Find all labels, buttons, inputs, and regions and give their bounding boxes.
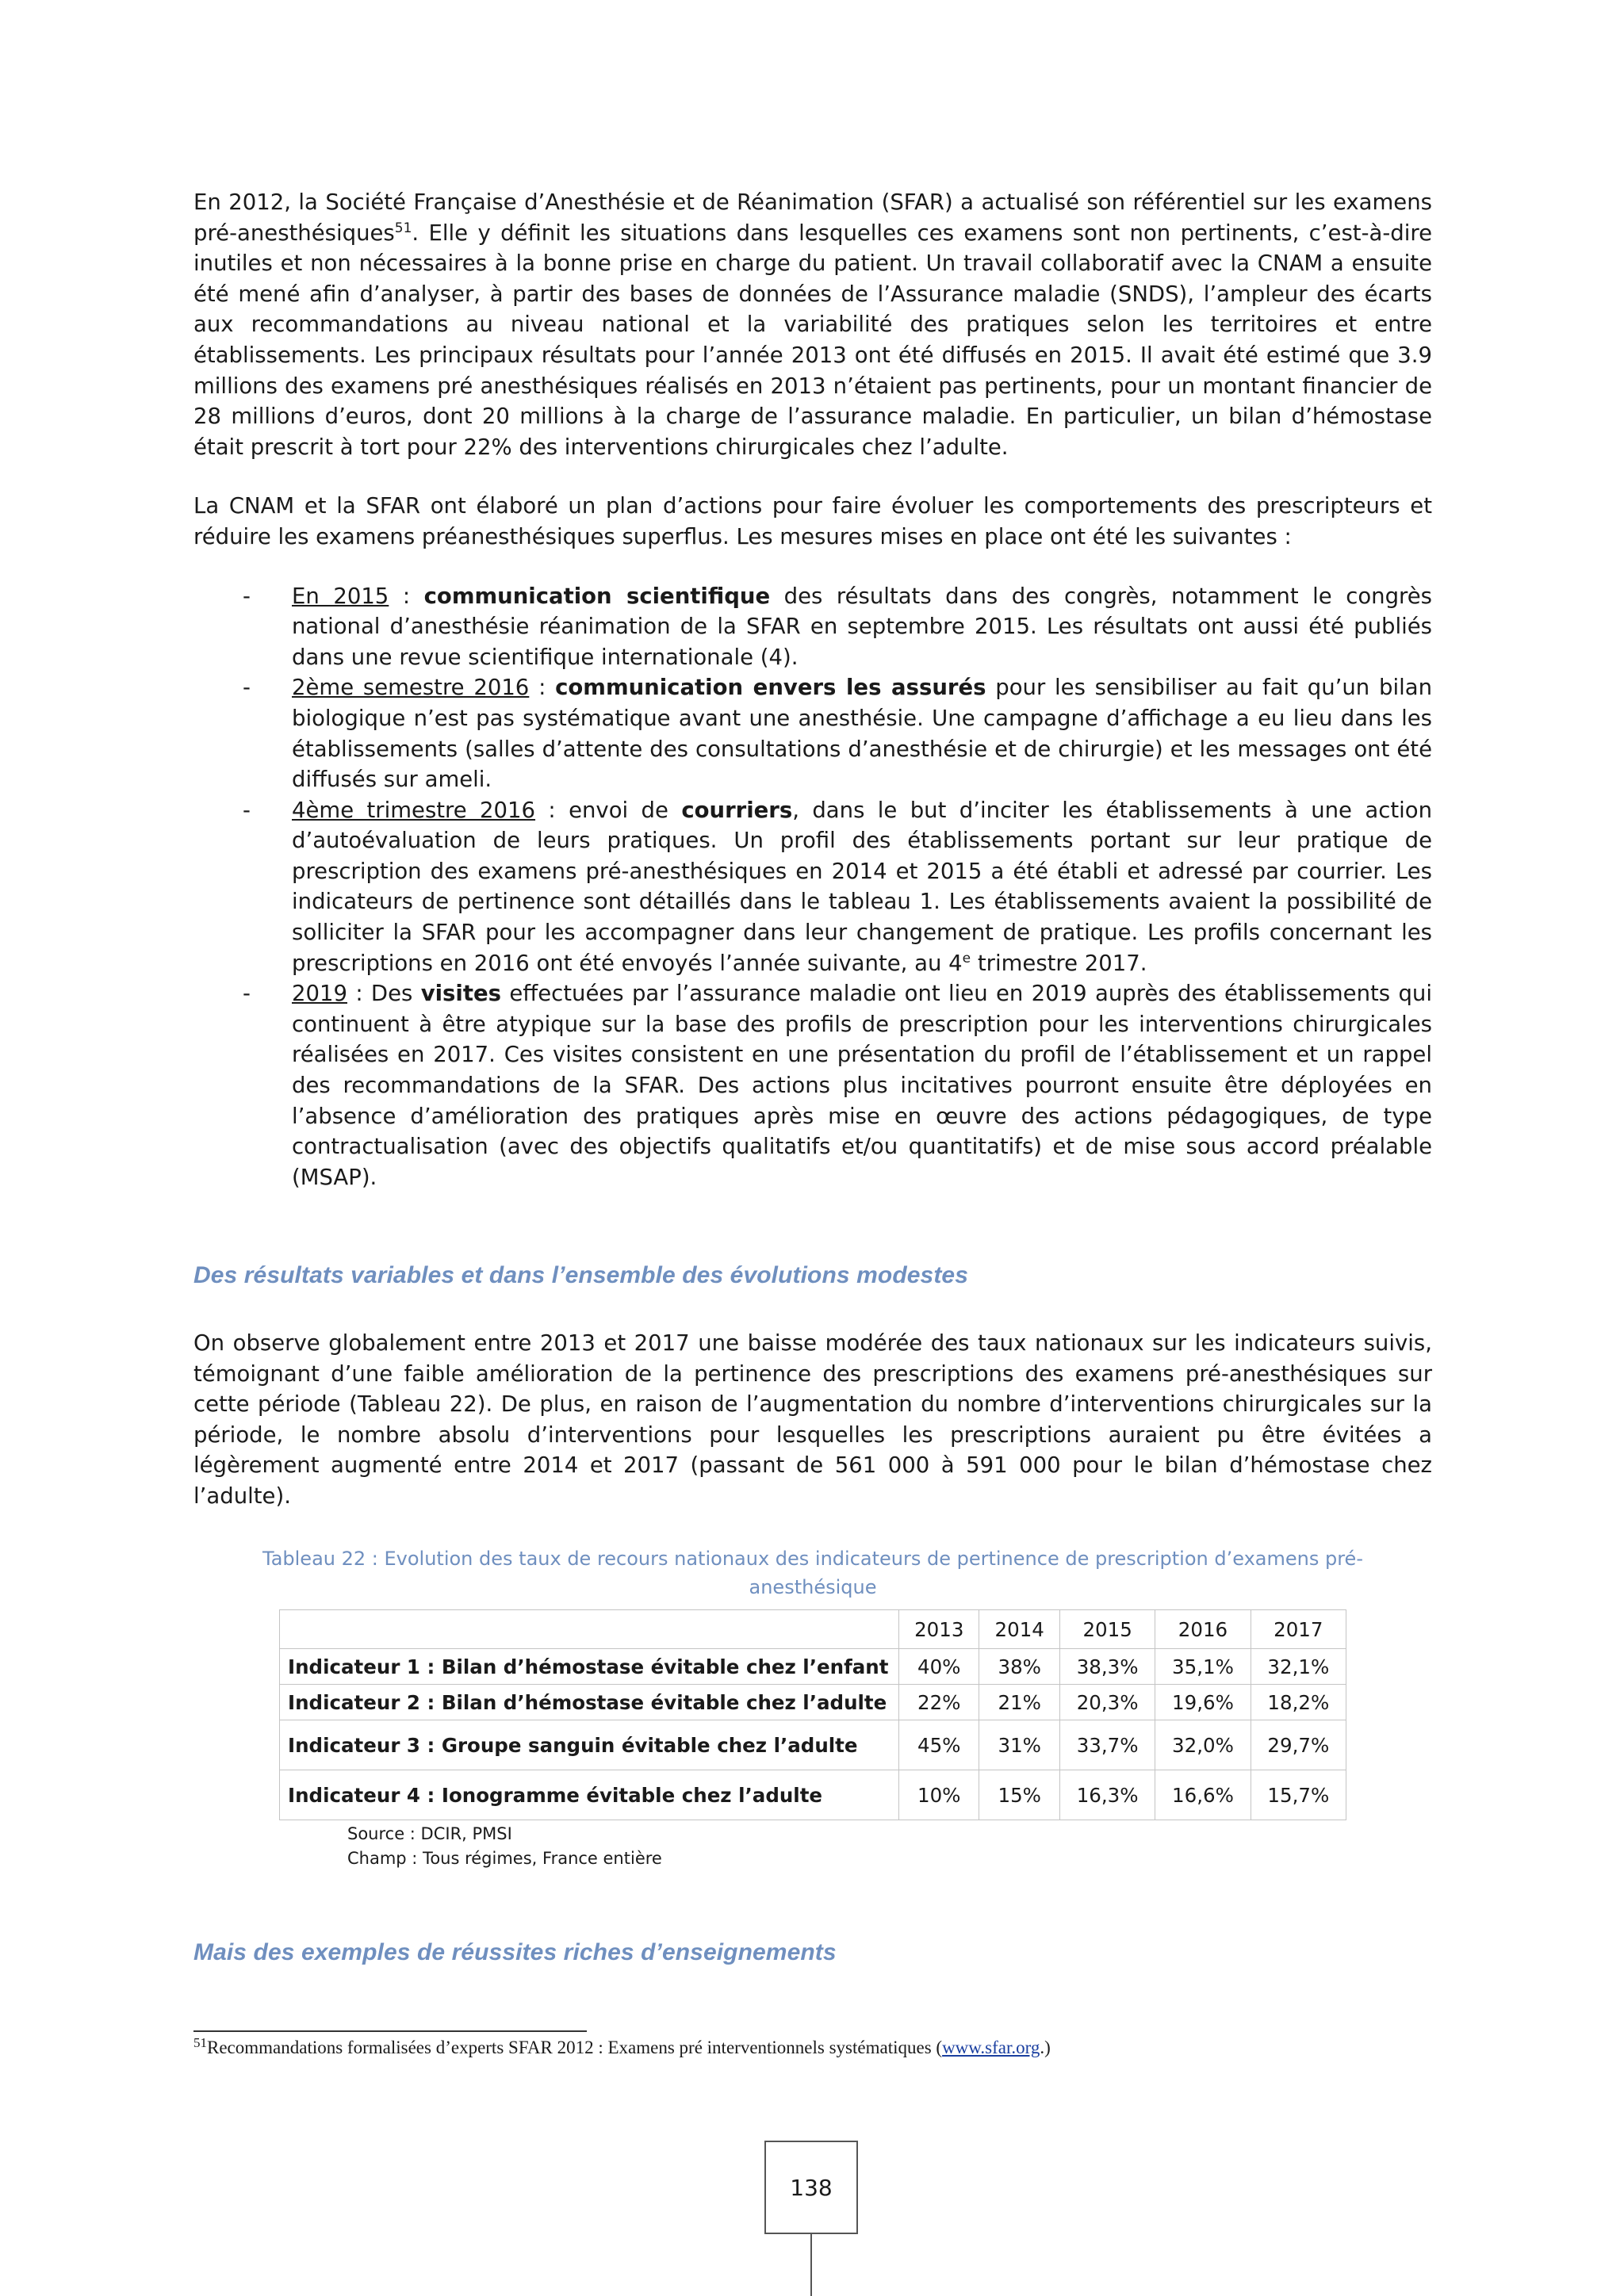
action-date: 2019 <box>292 981 347 1007</box>
page-number-stem <box>810 2234 812 2296</box>
table-cell: 45% <box>899 1720 979 1770</box>
paragraph-action-plan: La CNAM et la SFAR ont élaboré un plan d’actions pour faire évoluer les comportements des prescripteurs et réduire les examens préanesthésiques superflus. Les mesures mises en place ont été les suivantes : <box>193 493 1432 549</box>
dash-bullet: - <box>243 675 251 701</box>
table-cell: 16,6% <box>1155 1770 1251 1820</box>
table-cell: 40% <box>899 1649 979 1685</box>
action-date: 2ème semestre 2016 <box>292 675 530 701</box>
dash-bullet: - <box>243 981 251 1007</box>
section-heading-results: Des résultats variables et dans l’ensemble des évolutions modestes <box>193 1262 968 1288</box>
table-row <box>280 1685 1346 1720</box>
table-cell: 38% <box>979 1649 1059 1685</box>
year-header: 2015 <box>1059 1610 1155 1649</box>
list-item-2019: - 2019 : Des visites effectuées par l’assurance maladie ont lieu en 2019 auprès des établissements qui continuent à être atypique sur la base des profils de prescription pour les interventions chirurgicales réalisées en 2017. Ces visites consistent en une présentation du profil de l’établissement et un rappel des recommandations de la SFAR. Des actions plus incitatives pourront ensuite être déployées en l’absence d’amélioration des pratiques après mise en œuvre des actions pédagogiques, de type contractualisation (avec des objectifs qualitatifs et/ou quantitatifs) et de mise sous accord préalable (MSAP). <box>193 978 1432 1192</box>
table-cell: 19,6% <box>1155 1685 1251 1720</box>
year-header: 2013 <box>899 1610 979 1649</box>
sfar-link[interactable]: www.sfar.org <box>942 2038 1040 2057</box>
header-empty-cell <box>280 1610 899 1649</box>
action-title: courriers <box>681 797 793 823</box>
footnote-number: 51 <box>193 2035 207 2050</box>
table-cell: 29,7% <box>1251 1720 1346 1770</box>
table-cell: 18,2% <box>1251 1685 1346 1720</box>
table-cell: 33,7% <box>1059 1720 1155 1770</box>
table-cell: 22% <box>899 1685 979 1720</box>
table-cell: 21% <box>979 1685 1059 1720</box>
year-header: 2017 <box>1251 1610 1346 1649</box>
footnote: $^{51}$Recommandations formalisées d’experts SFAR 2012 : Examens pré interventionnels systématiques (www.sfar.org.) <box>193 2035 1051 2057</box>
year-header: 2014 <box>979 1610 1059 1649</box>
list-item-s2-2016: - 2ème semestre 2016 : communication envers les assurés pour les sensibiliser au fait qu’un bilan biologique n’est pas systématique avant une anesthésie. Une campagne d’affichage a eu lieu dans les établissements (salles d’attente des consultations d’anesthésie et de chirurgie) et les messages ont été diffusés sur ameli. <box>193 672 1432 794</box>
indicators-table <box>279 1609 1346 1820</box>
dash-bullet: - <box>243 583 251 609</box>
list-item-2015: - En 2015 : communication scientifique des résultats dans des congrès, notamment le congrès national d’anesthésie réanimation de la SFAR en septembre 2015. Les résultats ont aussi été publiés dans une revue scientifique internationale (4). <box>193 581 1432 673</box>
year-header: 2016 <box>1155 1610 1251 1649</box>
table-row <box>280 1649 1346 1685</box>
table-cell: 35,1% <box>1155 1649 1251 1685</box>
table-cell: 32,0% <box>1155 1720 1251 1770</box>
page-number: 138 <box>764 2141 858 2234</box>
action-title: communication scientifique <box>423 583 771 609</box>
table-row <box>280 1770 1346 1820</box>
table-row <box>280 1720 1346 1770</box>
table-cell: 15,7% <box>1251 1770 1346 1820</box>
footnote-ref[interactable]: 51 <box>394 220 412 236</box>
table-cell: 10% <box>899 1770 979 1820</box>
dash-bullet: - <box>243 797 251 823</box>
table-scope: Champ : Tous régimes, France entière <box>347 1849 662 1868</box>
action-title: visites <box>420 981 501 1007</box>
paragraph-results: On observe globalement entre 2013 et 2017 une baisse modérée des taux nationaux sur les indicateurs suivis, témoignant d’une faible amélioration de la pertinence des prescriptions des examens pré-anesthésiques sur cette période (Tableau 22). De plus, en raison de l’augmentation du nombre d’interventions chirurgicales sur la période, le nombre absolu d’interventions pour lesquelles les prescriptions auraient pu être évitées a légèrement augmenté entre 2014 et 2017 (passant de 561 000 à 591 000 pour le bilan d’hémostase chez l’adulte). <box>193 1330 1432 1509</box>
table-cell: 38,3% <box>1059 1649 1155 1685</box>
table-cell: 16,3% <box>1059 1770 1155 1820</box>
table-header-row <box>280 1610 1346 1649</box>
main-content <box>193 187 1432 1192</box>
indicator-label: Indicateur 2 : Bilan d’hémostase évitable chez l’adulte <box>280 1685 899 1720</box>
action-list <box>193 581 1432 1193</box>
action-date: 4ème trimestre 2016 <box>292 797 536 823</box>
indicator-label: Indicateur 3 : Groupe sanguin évitable chez l’adulte <box>280 1720 899 1770</box>
table-cell: 20,3% <box>1059 1685 1155 1720</box>
table-caption: Tableau 22 : Evolution des taux de recours nationaux des indicateurs de pertinence de prescription d’examens pré-anesthésique <box>262 1548 1363 1598</box>
indicator-label: Indicateur 4 : Ionogramme évitable chez l’adulte <box>280 1770 899 1820</box>
table-cell: 32,1% <box>1251 1649 1346 1685</box>
table-cell: 15% <box>979 1770 1059 1820</box>
action-title: communication envers les assurés <box>555 675 986 701</box>
table-source: Source : DCIR, PMSI <box>347 1824 512 1843</box>
paragraph-sfar-referential: En 2012, la Société Française d’Anesthésie et de Réanimation (SFAR) a actualisé son référentiel sur les examens pré-anesthésiques$^{51}$. Elle y définit les situations dans lesquelles ces examens sont non pertinents, c’est-à-dire inutiles et non nécessaires à la bonne prise en charge du patient. Un travail collaboratif avec la CNAM a ensuite été mené afin d’analyser, à partir des bases de données de l’Assurance maladie (SNDS), l’ampleur des écarts aux recommandations au niveau national et la variabilité des pratiques selon les territoires et entre établissements. Les principaux résultats pour l’année 2013 ont été diffusés en 2015. Il avait été estimé que 3.9 millions des examens pré anesthésiques réalisés en 2013 n’étaient pas pertinents, pour un montant financier de 28 millions d’euros, dont 20 millions à la charge de l’assurance maladie. En particulier, un bilan d’hémostase était prescrit à tort pour 22% des interventions chirurgicales chez l’adulte. <box>193 189 1432 460</box>
table-source-notes <box>347 1822 662 1871</box>
section-heading-successes: Mais des exemples de réussites riches d’enseignements <box>193 1939 837 1965</box>
list-item-q4-2016: - 4ème trimestre 2016 : envoi de courriers, dans le but d’inciter les établissements à une action d’autoévaluation de leurs pratiques. Un profil des établissements portant sur leur pratique de prescription des examens pré-anesthésiques en 2014 et 2015 a été établi et adressé par courrier. Les indicateurs de pertinence sont détaillés dans le tableau 1. Les établissements avaient la possibilité de solliciter la SFAR pour les accompagner dans leur changement de pratique. Les profils concernant les prescriptions en 2016 ont été envoyés l’année suivante, au 4e trimestre 2017. <box>193 795 1432 979</box>
action-date: En 2015 <box>292 583 389 609</box>
footnote-divider <box>193 2030 587 2032</box>
table-cell: 31% <box>979 1720 1059 1770</box>
indicator-label: Indicateur 1 : Bilan d’hémostase évitable chez l’enfant <box>280 1649 899 1685</box>
